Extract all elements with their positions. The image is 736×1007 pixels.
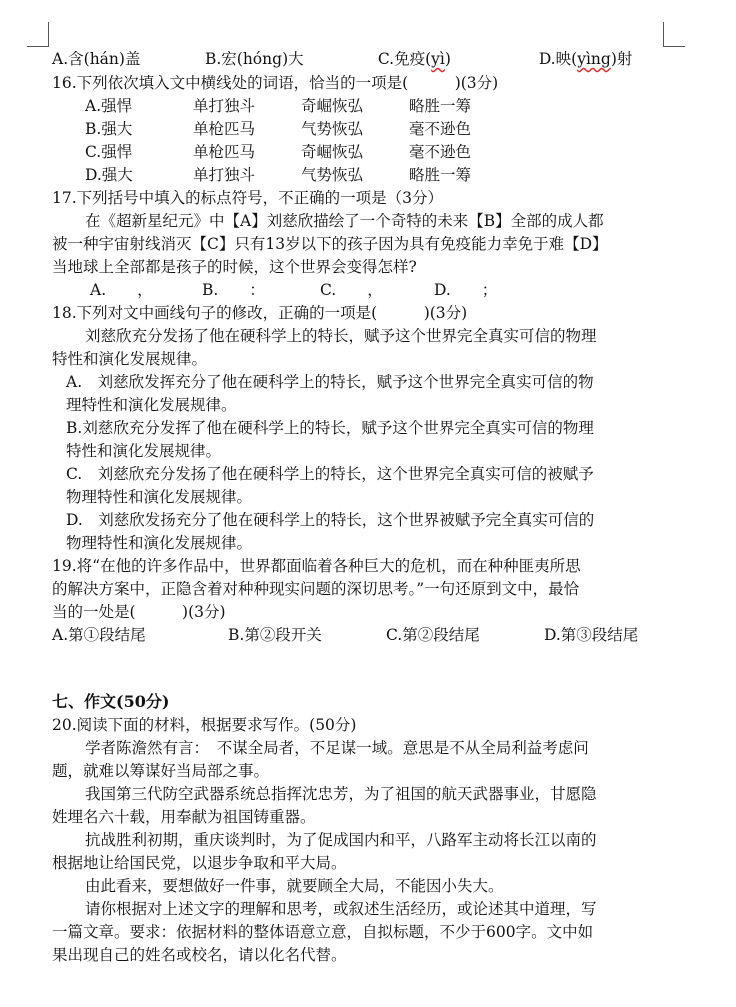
q19-options: A.第①段结尾 B.第②段开关 C.第②段结尾 D.第③段结尾 bbox=[52, 626, 639, 644]
q18-option-a-line-1: A. 刘慈欣发挥充分了他在硬科学上的特长，赋予这个世界完全真实可信的物 bbox=[66, 373, 594, 391]
paragraph-1-line-2: 题，就难以筹谋好当局部之事。 bbox=[52, 762, 270, 780]
crop-mark-right-horizontal bbox=[663, 46, 685, 47]
q16-option-a: A.强悍 单打独斗 奇崛恢弘 略胜一筹 bbox=[85, 97, 472, 115]
crop-mark-right-vertical bbox=[663, 22, 664, 46]
q17-passage-line-3: 当地球上全部都是孩子的时候，这个世界会变得怎样? bbox=[52, 258, 417, 276]
q15-options bbox=[52, 48, 632, 70]
q17-passage-line-1: 在《超新星纪元》中【A】刘慈欣描绘了一个奇特的未来【B】全部的成人都 bbox=[85, 212, 604, 230]
paragraph-2-line-2: 姓埋名六十载，用奉献为祖国铸重器。 bbox=[52, 808, 316, 826]
paragraph-3-line-1: 抗战胜利初期，重庆谈判时，为了促成国内和平，八路军主动将长江以南的 bbox=[85, 831, 597, 849]
q18-passage-line-2: 特性和演化发展规律。 bbox=[52, 350, 208, 368]
crop-mark-left-vertical bbox=[48, 22, 49, 46]
q17-options: A. ， B. ： C. ， D. ； bbox=[90, 281, 498, 299]
q16-option-d: D.强大 单打独斗 气势恢弘 略胜一筹 bbox=[85, 166, 472, 184]
paragraph-5-line-1: 请你根据对上述文字的理解和思考，或叙述生活经历，或论述其中道理，写 bbox=[85, 900, 597, 918]
q18-option-c-line-1: C. 刘慈欣充分发扬了他在硬科学上的特长，这个世界完全真实可信的被赋予 bbox=[66, 465, 594, 483]
q18-option-d-line-1: D. 刘慈欣发扬充分了他在硬科学上的特长，这个世界被赋予完全真实可信的 bbox=[66, 511, 595, 529]
q18-passage-line-1: 刘慈欣充分发扬了他在硬科学上的特长，赋予这个世界完全真实可信的物理 bbox=[85, 327, 597, 345]
paragraph-5-line-3: 果出现自己的姓名或校名，请以化名代替。 bbox=[52, 946, 347, 964]
paragraph-2-line-1: 我国第三代防空武器系统总指挥沈忠芳，为了祖国的航天武器事业，甘愿隐 bbox=[85, 785, 597, 803]
q18-stem: 18.下列对文中画线句子的修改，正确的一项是( )(3分) bbox=[52, 304, 468, 322]
q18-option-c-line-2: 物理特性和演化发展规律。 bbox=[66, 488, 253, 506]
q17-passage-line-2: 被一种宇宙射线消灭【C】只有13岁以下的孩子因为具有免疫能力幸免于难【D】 bbox=[52, 235, 608, 253]
q18-option-b-line-1: B.刘慈欣充分发挥了他在硬科学上的特长，赋予这个世界完全真实可信的物理 bbox=[66, 419, 594, 437]
q18-option-d-line-2: 物理特性和演化发展规律。 bbox=[66, 534, 253, 552]
q15-option-b: B.宏(hóng)大 bbox=[204, 50, 304, 68]
q19-line-3: 当的一处是( )(3分) bbox=[52, 603, 226, 621]
section-heading: 七、作文(50分) bbox=[52, 692, 170, 711]
paragraph-3-line-2: 根据地让给国民党，以退步争取和平大局。 bbox=[52, 854, 347, 872]
q17-stem: 17.下列括号中填入的标点符号，不正确的一项是（3分） bbox=[52, 189, 444, 207]
crop-mark-left-horizontal bbox=[27, 46, 49, 47]
q15-option-a: A.含(hán)盖 bbox=[52, 50, 141, 68]
paragraph-4-line-1: 由此看来，要想做好一件事，就要顾全大局，不能因小失大。 bbox=[85, 877, 504, 895]
q16-stem: 16.下列依次填入文中横线处的词语，恰当的一项是( )(3分) bbox=[52, 74, 499, 92]
q19-line-2: 的解决方案中，正隐含着对种种现实问题的深切思考。”一句还原到文中，最恰 bbox=[52, 580, 580, 598]
q15-option-c: C.免疫(yì) bbox=[377, 50, 451, 68]
paragraph-5-line-2: 一篇文章。要求：依据材料的整体语意立意，自拟标题，不少于600字。文中如 bbox=[52, 923, 594, 941]
q19-line-1: 19.将“在他的许多作品中，世界都面临着各种巨大的危机，而在种种匪夷所思 bbox=[52, 557, 581, 575]
q15-option-d: D.映(yìng)射 bbox=[538, 50, 633, 68]
paragraph-1-line-1: 学者陈澹然有言： 不谋全局者，不足谋一域。意思是不从全局利益考虑问 bbox=[85, 739, 589, 757]
q18-option-a-line-2: 理特性和演化发展规律。 bbox=[66, 396, 237, 414]
q16-option-b: B.强大 单枪匹马 气势恢弘 毫不逊色 bbox=[85, 120, 472, 138]
q20-prompt: 20.阅读下面的材料，根据要求写作。(50分) bbox=[52, 716, 357, 734]
q18-option-b-line-2: 特性和演化发展规律。 bbox=[66, 442, 222, 460]
q16-option-c: C.强悍 单枪匹马 奇崛恢弘 毫不逊色 bbox=[85, 143, 472, 161]
